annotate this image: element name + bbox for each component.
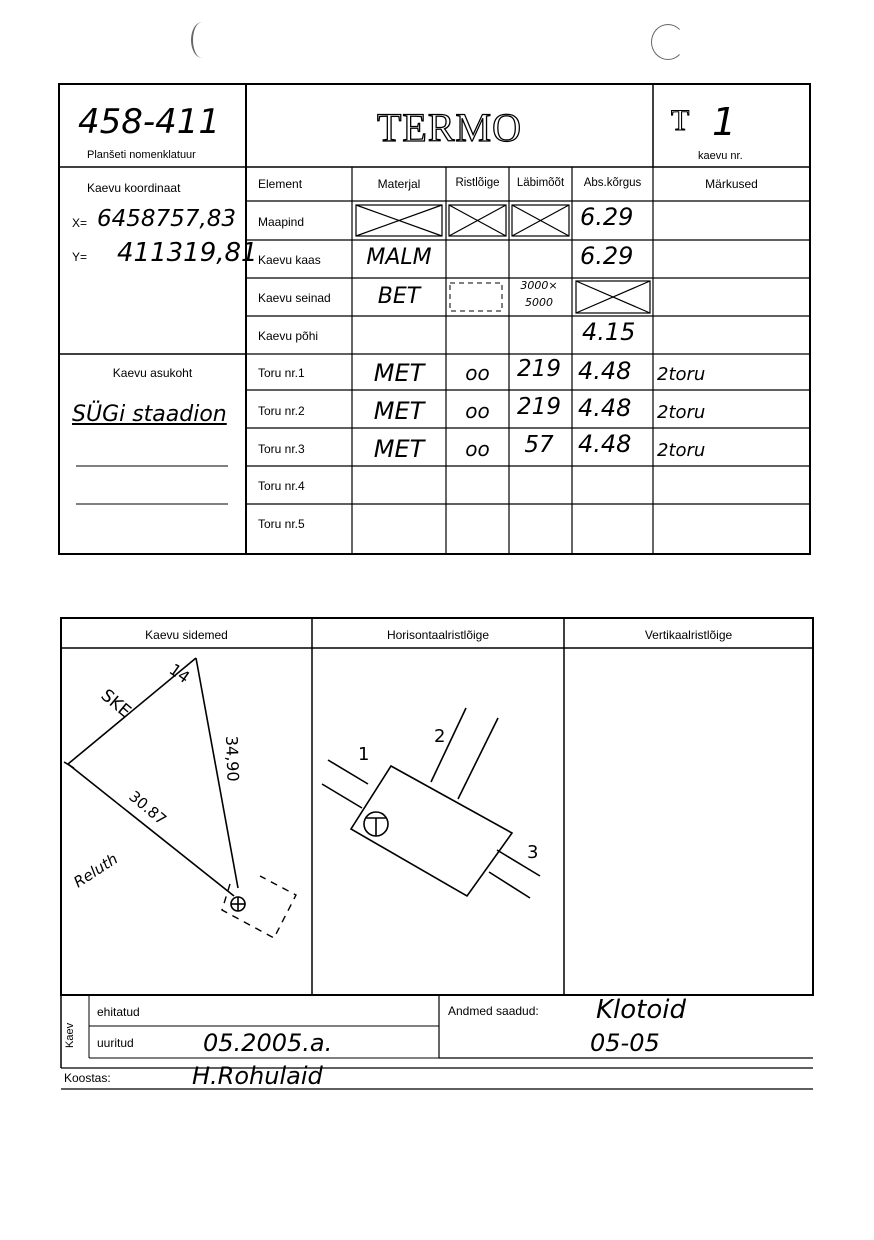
- section-value: oo: [465, 437, 490, 461]
- row-element: Toru nr.4: [258, 479, 305, 493]
- row-element: Kaevu seinad: [258, 291, 331, 305]
- material-value: MET: [373, 435, 425, 463]
- well-number-label: kaevu nr.: [698, 150, 743, 162]
- notes-value: 2toru: [657, 402, 706, 423]
- abs-height-value: 4.48: [578, 430, 632, 458]
- coords-label: Kaevu koordinaat: [87, 181, 181, 195]
- surveyed-label: uuritud: [97, 1036, 134, 1050]
- section-value: oo: [465, 361, 490, 385]
- built-label: ehitatud: [97, 1005, 140, 1019]
- row-element: Maapind: [258, 215, 305, 229]
- row-element: Toru nr.1: [258, 366, 305, 380]
- x-value: 6458757,83: [97, 206, 237, 232]
- section-value: oo: [465, 399, 490, 423]
- compiler-value: H.Rohulaid: [192, 1062, 323, 1090]
- header-abs-height: Abs.kõrgus: [583, 177, 642, 189]
- nomenclature-value: 458-411: [78, 102, 221, 142]
- diameter-value: 219: [517, 394, 561, 420]
- pipe-number-2: 2: [434, 726, 446, 747]
- data-source-label: Andmed saadud:: [448, 1004, 539, 1018]
- well-number: 1: [712, 100, 737, 144]
- row-element: Kaevu kaas: [258, 253, 321, 267]
- header-notes: Märkused: [705, 177, 758, 191]
- data-date-value: 05-05: [590, 1029, 660, 1057]
- y-label: Y=: [72, 250, 88, 264]
- pipe-number-3: 3: [527, 842, 539, 863]
- panel-label-horizontal: Horisontaalristlõige: [386, 628, 490, 642]
- right-distance: 34,90: [222, 735, 243, 782]
- material-value: BET: [377, 284, 421, 309]
- well-prefix: T: [671, 104, 690, 137]
- abs-height-value: 4.48: [578, 394, 632, 422]
- top-distance: 14: [165, 659, 194, 687]
- material-value: MALM: [366, 245, 432, 270]
- page-title: TERMO: [377, 105, 522, 150]
- row-element: Toru nr.2: [258, 404, 305, 418]
- abs-height-value: 4.48: [578, 357, 632, 385]
- notes-value: 2toru: [657, 364, 706, 385]
- header-material: Materjal: [377, 177, 421, 191]
- material-value: MET: [373, 397, 425, 425]
- kaev-label: Kaev: [64, 1022, 76, 1048]
- row-element: Kaevu põhi: [258, 329, 319, 343]
- ske-label: SKE: [96, 685, 135, 722]
- panel-label-vertical: Vertikaalristlõige: [644, 628, 733, 642]
- y-value: 411319,81: [117, 238, 258, 268]
- diameter-value-bottom: 5000: [525, 296, 553, 309]
- reference-label: Reluth: [70, 849, 122, 892]
- location-label: Kaevu asukoht: [112, 366, 193, 380]
- location-value: SÜGi staadion: [72, 402, 227, 427]
- abs-height-value: 6.29: [580, 242, 634, 270]
- notes-value: 2toru: [657, 440, 706, 461]
- diameter-value: 57: [524, 432, 554, 458]
- header-diameter: Läbimõõt: [516, 177, 565, 189]
- panel-label-ties: Kaevu sidemed: [145, 628, 228, 642]
- material-value: MET: [373, 359, 425, 387]
- horizontal-section-drawing: [322, 708, 540, 898]
- compiler-label: Koostas:: [64, 1071, 111, 1085]
- abs-height-value: 6.29: [580, 203, 634, 231]
- pipe-number-1: 1: [358, 744, 370, 765]
- nomenclature-label: Planšeti nomenklatuur: [87, 149, 196, 161]
- row-element: Toru nr.5: [258, 517, 305, 531]
- diameter-value-top: 3000×: [520, 279, 558, 292]
- surveyed-value: 05.2005.a.: [203, 1029, 333, 1057]
- row-element: Toru nr.3: [258, 442, 305, 456]
- data-source-value: Klotoid: [596, 995, 687, 1025]
- diameter-value: 219: [517, 356, 561, 382]
- header-element: Element: [258, 177, 303, 191]
- left-distance: 30.87: [125, 787, 170, 829]
- abs-height-value: 4.15: [582, 318, 636, 346]
- x-label: X=: [72, 216, 88, 230]
- header-section: Ristlõige: [455, 177, 500, 189]
